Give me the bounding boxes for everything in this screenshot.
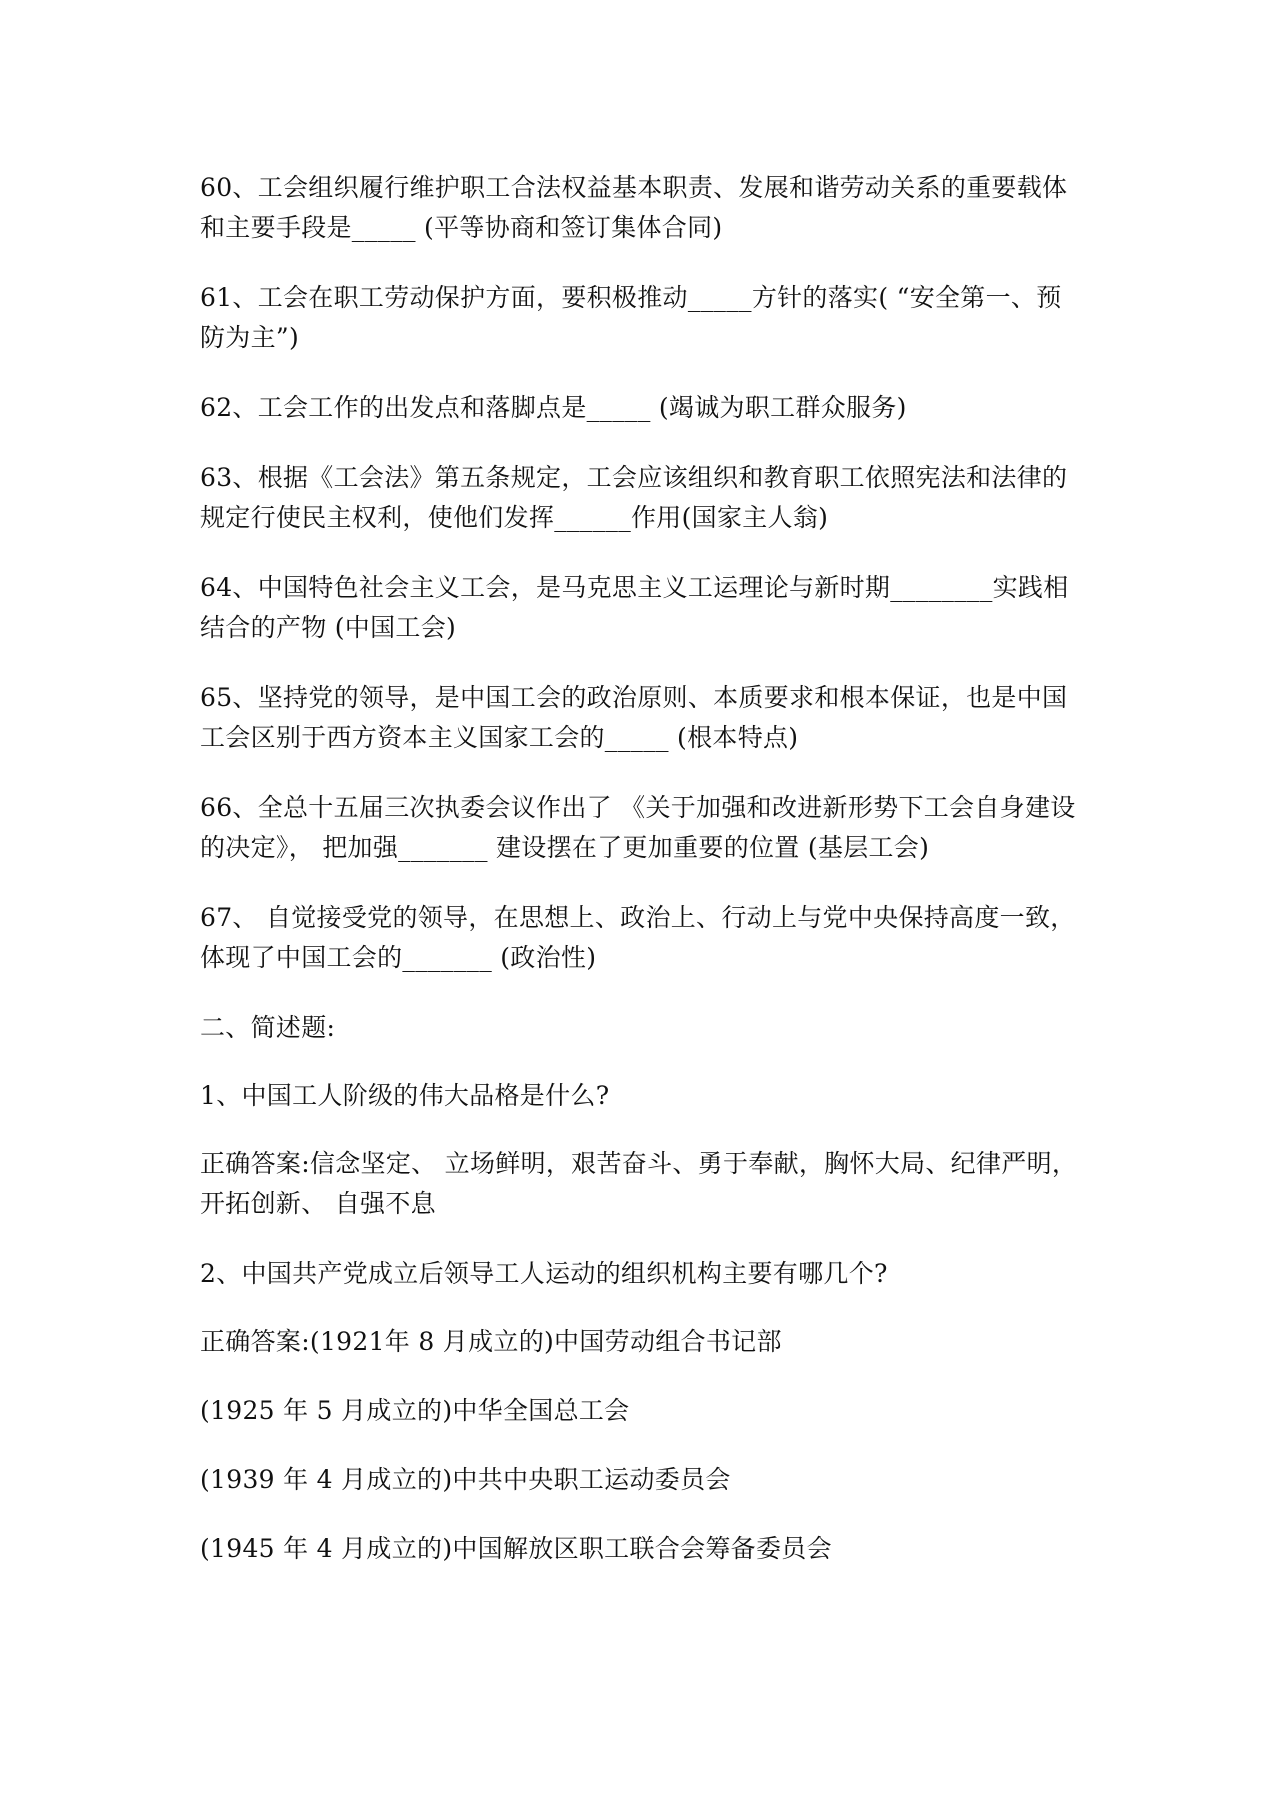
answer-text-line: 正确答案:信念坚定、 立场鲜明，艰苦奋斗、勇于奉献，胸怀大局、纪律严明， — [200, 1149, 1078, 1178]
short-answer-answer-2-line: (1945 年 4 月成立的)中国解放区职工联合会筹备委员会 — [200, 1534, 832, 1563]
question-text-line: 和主要手段是_____ (平等协商和签订集体合同) — [200, 213, 723, 242]
answer-text-line: 开拓创新、 自强不息 — [200, 1189, 436, 1218]
short-answer-question-2: 2、中国共产党成立后领导工人运动的组织机构主要有哪几个? — [200, 1259, 888, 1288]
short-answer-answer-2-line: (1925 年 5 月成立的)中华全国总工会 — [200, 1396, 630, 1425]
document-page — [200, 168, 1100, 1598]
question-text-line: 64、中国特色社会主义工会，是马克思主义工运理论与新时期________实践相 — [200, 573, 1069, 602]
short-answer-answer-1 — [200, 1144, 1100, 1224]
fill-blank-63 — [200, 458, 1100, 538]
question-text-line: 62、工会工作的出发点和落脚点是_____ (竭诚为职工群众服务) — [200, 393, 907, 422]
question-text-line: 67、 自觉接受党的领导，在思想上、政治上、行动上与党中央保持高度一致， — [200, 903, 1076, 932]
question-text-line: 防为主”) — [200, 323, 300, 352]
question-text-line: 体现了中国工会的_______ (政治性) — [200, 943, 597, 972]
fill-blank-65 — [200, 678, 1100, 758]
short-answer-answer-2-line: 正确答案:(1921年 8 月成立的)中国劳动组合书记部 — [200, 1327, 782, 1356]
question-text-line: 的决定》， 把加强_______ 建设摆在了更加重要的位置 (基层工会) — [200, 833, 930, 862]
question-text-line: 工会区别于西方资本主义国家工会的_____ (根本特点) — [200, 723, 799, 752]
question-text-line: 66、全总十五届三次执委会议作出了 《关于加强和改进新形势下工会自身建设 — [200, 793, 1076, 822]
question-text-line: 结合的产物 (中国工会) — [200, 613, 457, 642]
question-text-line: 63、根据《工会法》第五条规定，工会应该组织和教育职工依照宪法和法律的 — [200, 463, 1068, 492]
fill-blank-61 — [200, 278, 1100, 358]
fill-blank-60 — [200, 168, 1100, 248]
question-text-line: 65、坚持党的领导，是中国工会的政治原则、本质要求和根本保证，也是中国 — [200, 683, 1068, 712]
short-answer-answer-2-line: (1939 年 4 月成立的)中共中央职工运动委员会 — [200, 1465, 731, 1494]
question-text-line: 规定行使民主权利，使他们发挥______作用(国家主人翁) — [200, 503, 829, 532]
short-answer-question-1: 1、中国工人阶级的伟大品格是什么? — [200, 1081, 610, 1110]
fill-blank-67 — [200, 898, 1100, 978]
question-text-line: 60、工会组织履行维护职工合法权益基本职责、发展和谐劳动关系的重要载体 — [200, 173, 1068, 202]
fill-blank-62 — [200, 388, 1100, 428]
section-heading: 二、简述题: — [200, 1013, 336, 1042]
fill-blank-64 — [200, 568, 1100, 648]
fill-blank-66 — [200, 788, 1100, 868]
question-text-line: 61、工会在职工劳动保护方面，要积极推动_____方针的落实( “安全第一、预 — [200, 283, 1062, 312]
